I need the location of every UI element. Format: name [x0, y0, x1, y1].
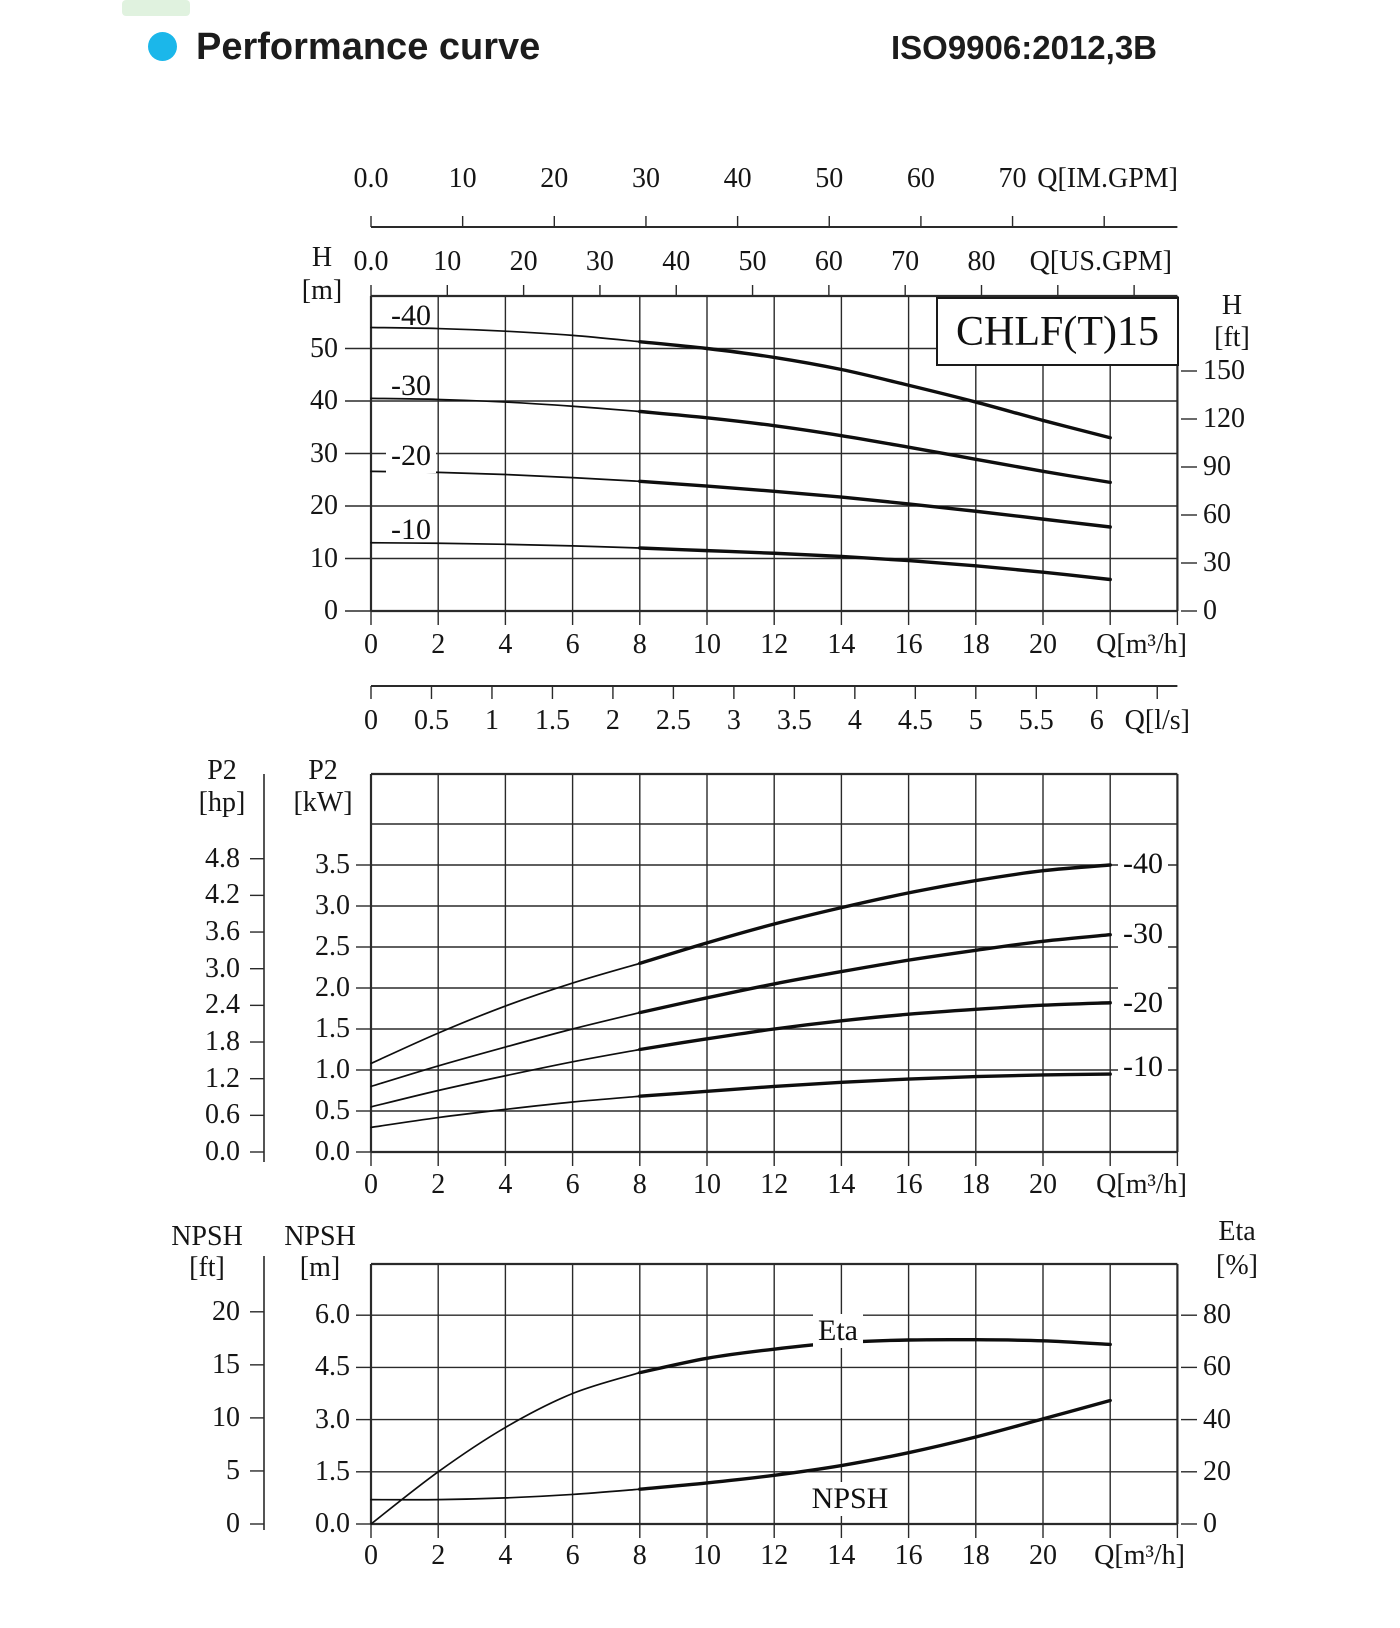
tick-label: 60 [906, 163, 935, 194]
tick-label: 4.5 [897, 705, 933, 736]
tick-label: 4 [847, 705, 862, 736]
axis-unit-m-left: [m] [301, 275, 343, 306]
curve-power-vs-flow--10-thick [640, 1074, 1110, 1096]
tick-label: 2 [431, 1540, 446, 1571]
tick-label: 20 [1029, 1169, 1057, 1200]
tick-label: 14 [827, 629, 856, 660]
tick-label: 70 [998, 163, 1027, 194]
tick-label: 40 [662, 246, 691, 277]
axis-header-h-right: H [1221, 290, 1243, 321]
tick-label: 0.6 [205, 1099, 240, 1131]
curve-head-vs-flow--30-thick [640, 412, 1110, 483]
tick-label: 4.5 [315, 1351, 350, 1383]
tick-label: 3.0 [315, 1403, 350, 1435]
axis-header-eta: Eta [1218, 1216, 1256, 1247]
tick-label: 2.0 [315, 972, 350, 1003]
tick-label: 50 [815, 163, 844, 194]
tick-label: 80 [1203, 1299, 1231, 1331]
tick-label: 12 [760, 629, 789, 660]
tick-label: 1.5 [315, 1013, 350, 1044]
tick-label: 0 [324, 595, 338, 626]
tick-label: 16 [894, 629, 923, 660]
axis-label-m3h-1: Q[m³/h] [1096, 629, 1187, 660]
tick-label: 10 [212, 1401, 240, 1433]
tick-label: 6 [565, 1540, 580, 1571]
tick-label: 0 [364, 705, 378, 736]
axis-unit-npsh-ft: [ft] [189, 1252, 225, 1283]
tick-label: 2 [605, 705, 620, 736]
tick-label: 40 [723, 163, 752, 194]
tick-label: 20 [1029, 1540, 1057, 1571]
tick-label: 0.0 [353, 163, 389, 194]
tick-label: 5.5 [1018, 705, 1054, 736]
tick-label: 3.0 [315, 890, 350, 921]
tick-label: 18 [961, 1169, 990, 1200]
tick-label: 80 [967, 246, 996, 277]
tick-label: 0 [1203, 1508, 1217, 1539]
tick-label: 1 [484, 705, 499, 736]
tick-label: 30 [585, 246, 614, 277]
tick-label: 20 [1203, 1455, 1231, 1487]
tick-label: 16 [894, 1540, 923, 1571]
tick-label: 12 [760, 1540, 789, 1571]
tick-label: 14 [827, 1169, 856, 1200]
tick-label: 3.5 [315, 849, 350, 880]
tick-label: 6 [565, 1169, 580, 1200]
axis-unit-npsh-m: [m] [299, 1252, 341, 1283]
curve-power-vs-flow--40-thick [640, 865, 1110, 963]
tick-label: 90 [1203, 451, 1231, 482]
tick-label: 3.0 [205, 952, 240, 984]
tick-label: 10 [693, 629, 721, 660]
curve-label-npsh: NPSH [807, 1482, 894, 1516]
curve-label-10-power: -10 [1118, 1050, 1168, 1084]
tick-label: 20 [310, 490, 338, 521]
tick-label: 0.5 [413, 705, 449, 736]
curve-label-40-head: -40 [391, 299, 431, 332]
tick-label: 10 [448, 163, 477, 194]
curve-label-30-power: -30 [1118, 917, 1168, 951]
tick-label: 6 [565, 629, 580, 660]
axis-header-h-left: H [311, 242, 333, 273]
page-title: Performance curve [196, 26, 541, 68]
tick-label: 4 [498, 629, 513, 660]
tick-label: 3.6 [205, 916, 240, 948]
curve-label-30-head: -30 [391, 369, 431, 402]
curve-power-vs-flow--20-thick [640, 1003, 1110, 1050]
tick-label: 10 [310, 542, 338, 574]
axis-label-us-gpm: Q[US.GPM] [1029, 246, 1172, 277]
tick-label: 10 [693, 1540, 721, 1571]
tick-label: 30 [1203, 547, 1231, 578]
tick-label: 3.5 [776, 705, 812, 736]
tick-label: 20 [540, 163, 569, 194]
tick-label: 8 [632, 629, 647, 660]
tick-label: 0.0 [353, 246, 389, 277]
tick-label: 6 [1089, 705, 1104, 736]
tick-label: 0 [1203, 595, 1217, 626]
tick-label: 0 [364, 629, 378, 660]
tick-label: 0 [364, 1169, 378, 1200]
curve-label-20-head: -20 [386, 439, 436, 473]
tick-label: 2 [431, 1169, 446, 1200]
tick-label: 20 [212, 1295, 240, 1327]
tick-label: 8 [632, 1540, 647, 1571]
tick-label: 120 [1203, 403, 1245, 434]
axis-unit-eta-pct: [%] [1216, 1250, 1258, 1281]
axis-header-npsh-m: NPSH [284, 1221, 356, 1252]
axis-label-ls: Q[l/s] [1124, 705, 1190, 736]
tick-label: 18 [961, 629, 990, 660]
tick-label: 150 [1203, 355, 1245, 386]
tick-label: 4.8 [205, 842, 240, 874]
tick-label: 0 [364, 1540, 378, 1571]
tick-label: 10 [433, 246, 462, 277]
curve-label-20-power: -20 [1118, 986, 1168, 1020]
curve-head-vs-flow--20-thick [640, 481, 1110, 527]
tick-label: 4 [498, 1540, 513, 1571]
tick-label: 5 [968, 705, 983, 736]
tick-label: 2.4 [205, 989, 240, 1021]
tick-label: 0.0 [315, 1508, 350, 1539]
tick-label: 60 [1203, 499, 1231, 530]
tick-label: 40 [1203, 1403, 1231, 1435]
tick-label: 1.0 [315, 1054, 350, 1085]
tick-label: 1.5 [534, 705, 570, 736]
tick-label: 50 [738, 246, 767, 277]
curve-npsh-eta-vs-flow-NPSH-thick [640, 1400, 1110, 1489]
tick-label: 14 [827, 1540, 856, 1571]
curve-label-10-head: -10 [391, 513, 431, 546]
axis-label-m3h-2: Q[m³/h] [1096, 1169, 1187, 1200]
axis-label-m3h-3: Q[m³/h] [1094, 1540, 1185, 1571]
tick-label: 20 [509, 246, 538, 277]
tick-label: 1.5 [315, 1455, 350, 1487]
tick-label: 15 [212, 1348, 240, 1380]
tick-label: 30 [310, 437, 338, 469]
tick-label: 10 [693, 1169, 721, 1200]
tick-label: 1.8 [205, 1026, 240, 1058]
curve-label-eta: Eta [813, 1314, 863, 1348]
axis-header-npsh-ft: NPSH [171, 1221, 243, 1252]
axis-unit-ft-right: [ft] [1214, 322, 1250, 353]
iso-standard-label: ISO9906:2012,3B [890, 29, 1157, 66]
tick-label: 0 [226, 1508, 240, 1539]
axis-header-p2-kw: P2 [308, 755, 338, 786]
tick-label: 12 [760, 1169, 789, 1200]
tick-label: 18 [961, 1540, 990, 1571]
tick-label: 20 [1029, 629, 1057, 660]
axis-header-p2-hp: P2 [207, 755, 237, 786]
tick-label: 50 [310, 332, 338, 364]
axis-unit-kw: [kW] [293, 787, 353, 818]
tick-label: 70 [891, 246, 920, 277]
tick-label: 1.2 [205, 1062, 240, 1094]
tick-label: 8 [632, 1169, 647, 1200]
tick-label: 2.5 [655, 705, 691, 736]
tick-label: 60 [814, 246, 843, 277]
tick-label: 40 [310, 385, 338, 416]
tick-label: 0.5 [315, 1095, 350, 1126]
tick-label: 0.0 [315, 1136, 350, 1167]
tick-label: 60 [1203, 1351, 1231, 1383]
axis-unit-hp: [hp] [198, 787, 246, 818]
tick-label: 3 [726, 705, 741, 736]
curve-head-vs-flow--10-thick [640, 548, 1110, 580]
curve-label-40-power: -40 [1118, 847, 1168, 881]
tick-label: 5 [226, 1454, 240, 1486]
tick-label: 2.5 [315, 931, 350, 962]
pump-model-badge: CHLF(T)15 [936, 297, 1179, 366]
tick-label: 6.0 [315, 1299, 350, 1331]
tick-label: 30 [631, 163, 660, 194]
axis-label-im-gpm: Q[IM.GPM] [1037, 163, 1178, 194]
tick-label: 4.2 [205, 879, 240, 911]
tick-label: 16 [894, 1169, 923, 1200]
tick-label: 2 [431, 629, 446, 660]
tick-label: 4 [498, 1169, 513, 1200]
tick-label: 0.0 [205, 1136, 240, 1167]
